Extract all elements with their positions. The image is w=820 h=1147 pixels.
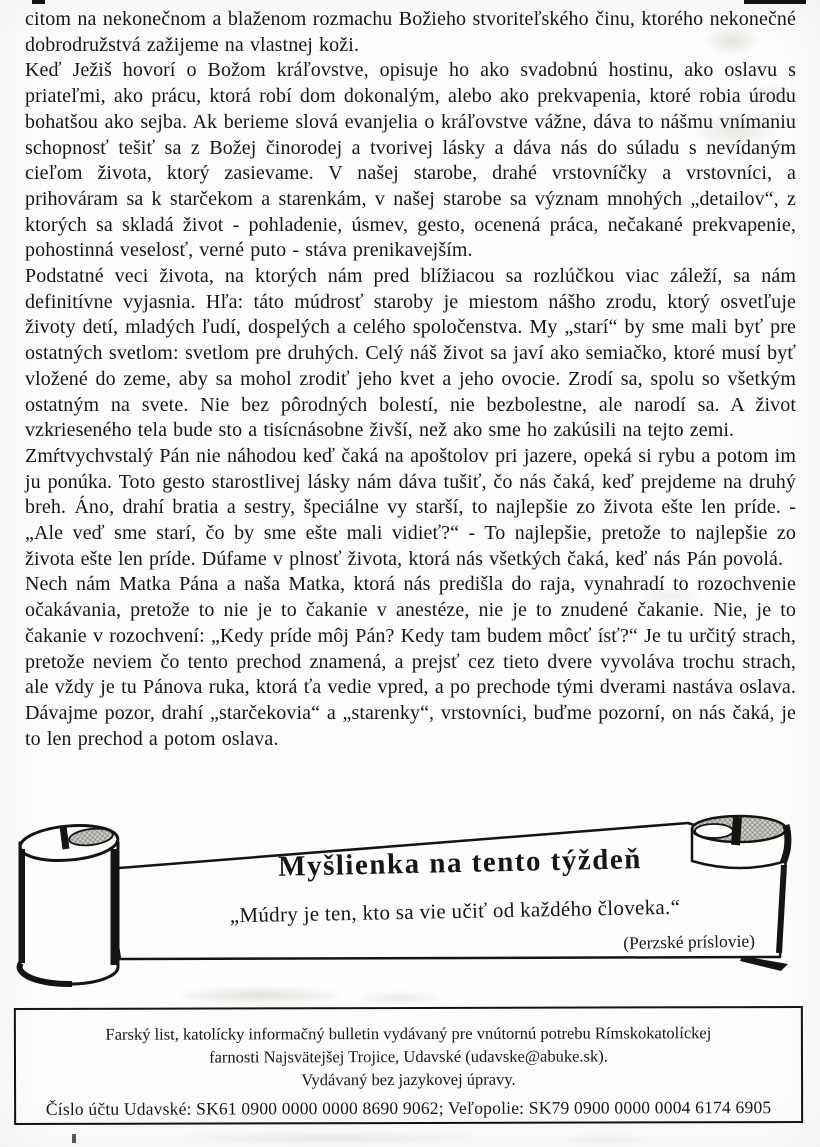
body-paragraph: Nech nám Matka Pána a naša Matka, ktorá nás predišla do raja, vynahradí to rozochvenie očakávania, pretože to nie je to čakanie v anestéze, nie je to znudené čakanie. Nie, je to čakanie v rozochvení: „Kedy príde môj Pán? Kedy tam budem môcť ísť?“ Je tu určitý strach, pretože neviem čo tento prechod znamená, a prejsť cez tieto dvere vyvoláva trochu strach, ale vždy je tu Pánova ruka, ktorá ťa vedie vpred, a po prechode tými dverami nastáva oslava. Dávajme pozor, drahí „starčekovia“ a „starenky“, vrstovníci, buďme pozorní, on nás čaká, je to len prechod a potom oslava.: [25, 573, 796, 750]
scan-artifact: [180, 1133, 480, 1143]
body-paragraph: Podstatné veci života, na ktorých nám pred blížiacou sa rozlúčkou viac záleží, sa nám definitívne vyjasnia. Hľa: táto múdrosť staroby je miestom nášho zrodu, ktorý osvetľuje životy detí, mladých ľudí, dospelých a celého spoločenstva. My „starí“ by sme mali byť pre ostatných svetlom: svetlom pre druhých. Celý náš život sa javí ako semiačko, ktoré musí byť vložené do zeme, aby sa mohol zrodiť jeho kvet a jeho ovocie. Zrodí sa, spolu so všetkým ostatným na svete. Nie bez pôrodných bolestí, nie bezbolestne, ale narodí sa. A život vzkrieseného tela bude sto a tisícnásobne živší, než ako sme ho zakúsili na tejto zemi.: [25, 265, 796, 442]
thought-banner: [0, 805, 820, 1020]
article-text: [25, 7, 796, 752]
imprint-line: farnosti Najsvätejšej Trojice, Udavské (udavske@abuke.sk).: [209, 1046, 608, 1067]
imprint-line: Vydávaný bez jazykovej úpravy.: [301, 1069, 516, 1090]
body-paragraph: Zmŕtvychvstalý Pán nie náhodou keď čaká na apoštolov pri jazere, opeká si rybu a potom im ju ponúka. Toto gesto starostlivej lásky nám dáva tušiť, čo nás čaká, keď prejdeme na druhý breh. Áno, drahí bratia a sestry, špeciálne vy starší, to najlepšie zo života ešte len príde. - „Ale veď sme starí, čo by sme ešte mali vidieť?“ - To najlepšie, pretože to najlepšie zo života ešte len príde. Dúfame v plnosť života, ktorá nás všetkých čaká, keď nás Pán povolá.: [25, 444, 796, 570]
body-paragraph: citom na nekonečnom a blaženom rozmachu Božieho stvoriteľského činu, ktorého nekonečné dobrodružstvá zažijeme na vlastnej koži.: [25, 8, 796, 56]
banner-quote: „Múdry je ten, kto sa vie učiť od každého človeka.“: [229, 894, 681, 928]
scan-artifact: [560, 1136, 650, 1144]
imprint-box: [14, 1006, 803, 1125]
banner-title: Myšlienka na tento týždeň: [277, 843, 643, 883]
scan-artifact: [744, 0, 806, 4]
body-paragraph: Keď Ježiš hovorí o Božom kráľovstve, opisuje ho ako svadobnú hostinu, ako oslavu s priateľmi, ako prácu, ktorá robí dom dokonalým, alebo ako prekvapenia, ktoré robia úrodu bohatšou ako sejba. Ak berieme slová evanjelia o kráľovstve vážne, dáva to nášmu vnímaniu schopnosť tešiť sa z Božej činorodej a tvorivej lásky a dáva nás do súladu s nevídaným cieľom života, ktorý zasievame. V našej starobe, drahé vrstovníčky a vrstovníci, a prihováram sa k starčekom a starenkám, v našej starobe sa význam mnohých „detailov“, z ktorých sa skladá život - pohladenie, úsmev, gesto, ocenená práca, nečakané prekvapenie, pohostinná veselosť, verné puto - stáva prenikavejším.: [25, 59, 796, 262]
scan-artifact: [32, 0, 45, 4]
imprint-accounts: Číslo účtu Udavské: SK61 0900 0000 0000 8690 9062; Veľopolie: SK79 0900 0000 0004 6174 6905: [45, 1097, 772, 1119]
scan-artifact: [72, 1134, 76, 1143]
imprint-line: Farský list, katolícky informačný bulletin vydávaný pre vnútornú potrebu Rímskokatolíckej: [105, 1023, 712, 1044]
banner-attribution: (Perzské príslovie): [623, 930, 756, 953]
